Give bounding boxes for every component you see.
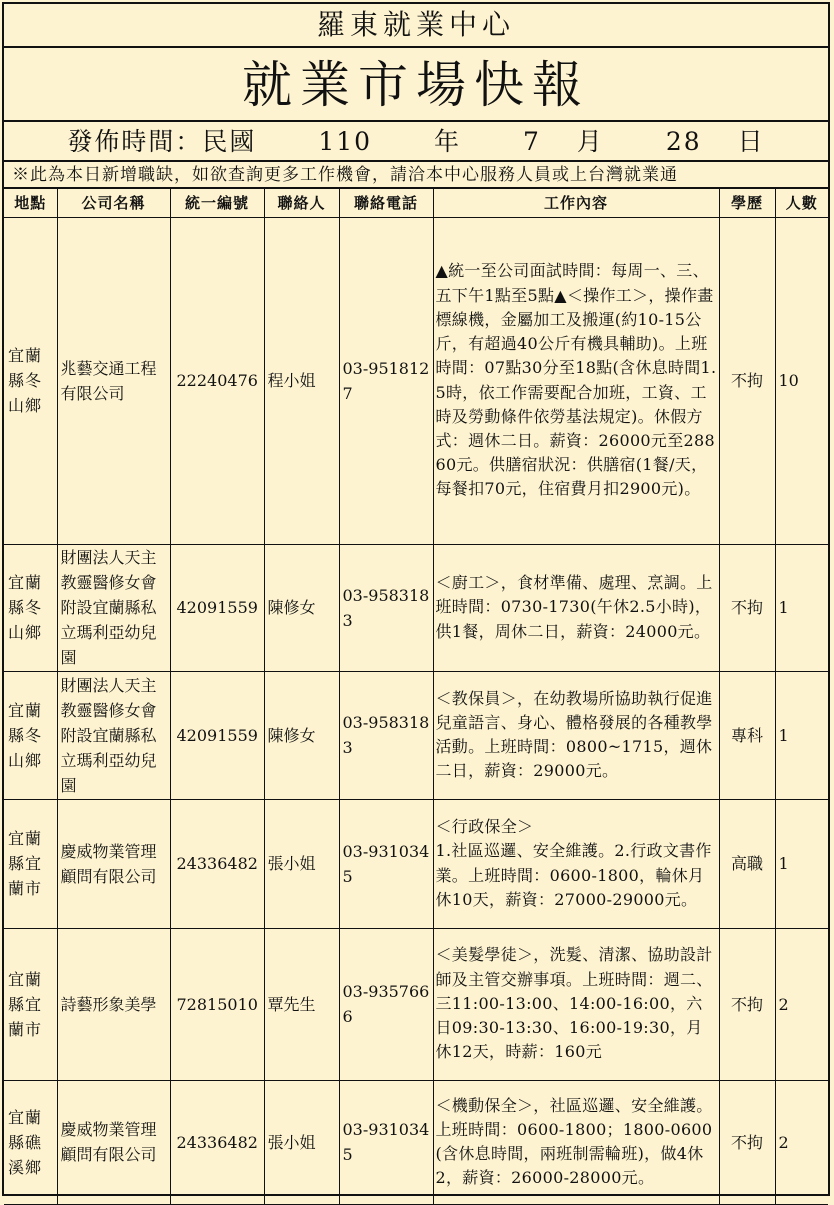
cell-tax-id: 42091559 [170, 671, 264, 799]
cell-education: 不拘 [719, 1080, 775, 1204]
cell-headcount: 1 [775, 671, 828, 799]
publish-date-year-unit: 年 [434, 127, 462, 156]
cell-contact: 覃先生 [264, 928, 339, 1080]
publish-date-label: 發佈時間：民國 [67, 127, 257, 156]
table-row [4, 671, 828, 799]
col-header-phone: 聯絡電話 [339, 189, 433, 217]
cell-headcount: 10 [775, 217, 828, 544]
cell-phone: 03-9583183 [339, 671, 433, 799]
cell-phone: 03-9518127 [339, 217, 433, 544]
cell-company: 慶威物業管理顧問有限公司 [57, 1080, 170, 1204]
cell-tax-id: 22240476 [170, 217, 264, 544]
cell-location: 宜蘭縣冬山鄉 [4, 217, 57, 544]
cell-company: 兆藝交通工程有限公司 [57, 217, 170, 544]
cell-location: 宜蘭縣礁溪鄉 [4, 1080, 57, 1204]
cell-phone: 03-9310345 [339, 799, 433, 928]
cell-description: ＜行政保全＞ 1.社區巡邏、安全維護。2.行政文書作業。上班時間：0600-1800，輪休月休10天，薪資：27000-29000元。 [433, 799, 719, 928]
publish-date-day: 28 [665, 127, 702, 156]
col-header-description: 工作內容 [433, 189, 719, 217]
cell-tax-id: 42091559 [170, 544, 264, 671]
table-row [4, 217, 828, 544]
cell-headcount: 2 [775, 928, 828, 1080]
cell-contact: 張小姐 [264, 1080, 339, 1204]
col-header-headcount: 人數 [775, 189, 828, 217]
cell-location: 宜蘭縣冬山鄉 [4, 671, 57, 799]
table-row [4, 544, 828, 671]
cell-description: ＜美髮學徒＞，洗髮、清潔、協助設計師及主管交辦事項。上班時間：週二、三11:00-13:00、14:00-16:00，六日09:30-13:30、16:00-19:30，月休12天，時薪：160元 [433, 928, 719, 1080]
col-header-tax-id: 統一編號 [170, 189, 264, 217]
cell-headcount: 2 [775, 1080, 828, 1204]
cell-contact: 陳修女 [264, 671, 339, 799]
cell-location: 宜蘭縣冬山鄉 [4, 544, 57, 671]
table-row [4, 928, 828, 1080]
table-header-row [4, 189, 828, 217]
bulletin-sheet [2, 2, 830, 1196]
cell-education: 高職 [719, 799, 775, 928]
cell-contact: 張小姐 [264, 799, 339, 928]
table-row [4, 1080, 828, 1204]
cell-company: 詩藝形象美學 [57, 928, 170, 1080]
notice-text: ※此為本日新增職缺，如欲查詢更多工作機會，請洽本中心服務人員或上台灣就業通 [4, 162, 828, 189]
cell-tax-id: 24336482 [170, 799, 264, 928]
cell-description: ＜廚工＞，食材準備、處理、烹調。上班時間：0730-1730(午休2.5小時)，供1餐，周休二日，薪資：24000元。 [433, 544, 719, 671]
cell-phone: 03-9357666 [339, 928, 433, 1080]
cell-education: 專科 [719, 671, 775, 799]
cell-contact: 陳修女 [264, 544, 339, 671]
cell-education: 不拘 [719, 217, 775, 544]
cell-location: 宜蘭縣宜蘭市 [4, 928, 57, 1080]
page-title: 就業市場快報 [4, 48, 828, 122]
cell-location: 宜蘭縣宜蘭市 [4, 799, 57, 928]
cell-description: ▲統一至公司面試時間：每周一、三、五下午1點至5點▲＜操作工＞，操作畫標線機，金屬加工及搬運(約10-15公斤，有超過40公斤有機具輔助)。上班時間：07點30分至18點(含休息時間1.5時，依工作需要配合加班，工資、工時及勞動條件依勞基法規定)。休假方式：週休二日。薪資：26000元至28860元。供膳宿狀況：供膳宿(1餐/天，每餐扣70元，住宿費月扣2900元)。 [433, 217, 719, 544]
publish-date-month: 7 [523, 127, 541, 156]
cell-company: 財團法人天主教靈醫修女會附設宜蘭縣私立瑪利亞幼兒園 [57, 671, 170, 799]
center-name: 羅東就業中心 [4, 4, 828, 48]
col-header-contact: 聯絡人 [264, 189, 339, 217]
publish-date-day-unit: 日 [737, 127, 765, 156]
col-header-education: 學歷 [719, 189, 775, 217]
publish-date-year: 110 [318, 127, 373, 156]
cell-headcount: 1 [775, 544, 828, 671]
cell-tax-id: 72815010 [170, 928, 264, 1080]
col-header-location: 地點 [4, 189, 57, 217]
cell-description: ＜教保員＞，在幼教場所協助執行促進兒童語言、身心、體格發展的各種教學活動。上班時間：0800~1715，週休二日，薪資：29000元。 [433, 671, 719, 799]
cell-contact: 程小姐 [264, 217, 339, 544]
cell-phone: 03-9583183 [339, 544, 433, 671]
job-listing-table [4, 189, 828, 1205]
publish-date [4, 122, 828, 162]
cell-tax-id: 24336482 [170, 1080, 264, 1204]
cell-phone: 03-9310345 [339, 1080, 433, 1204]
col-header-company: 公司名稱 [57, 189, 170, 217]
cell-education: 不拘 [719, 544, 775, 671]
cell-company: 慶威物業管理顧問有限公司 [57, 799, 170, 928]
cell-headcount: 1 [775, 799, 828, 928]
table-row [4, 799, 828, 928]
cell-company: 財團法人天主教靈醫修女會附設宜蘭縣私立瑪利亞幼兒園 [57, 544, 170, 671]
cell-education: 不拘 [719, 928, 775, 1080]
cell-description: ＜機動保全＞，社區巡邏、安全維護。上班時間：0600-1800；1800-0600(含休息時間，兩班制需輪班)，做4休2，薪資：26000-28000元。 [433, 1080, 719, 1204]
publish-date-month-unit: 月 [576, 127, 604, 156]
